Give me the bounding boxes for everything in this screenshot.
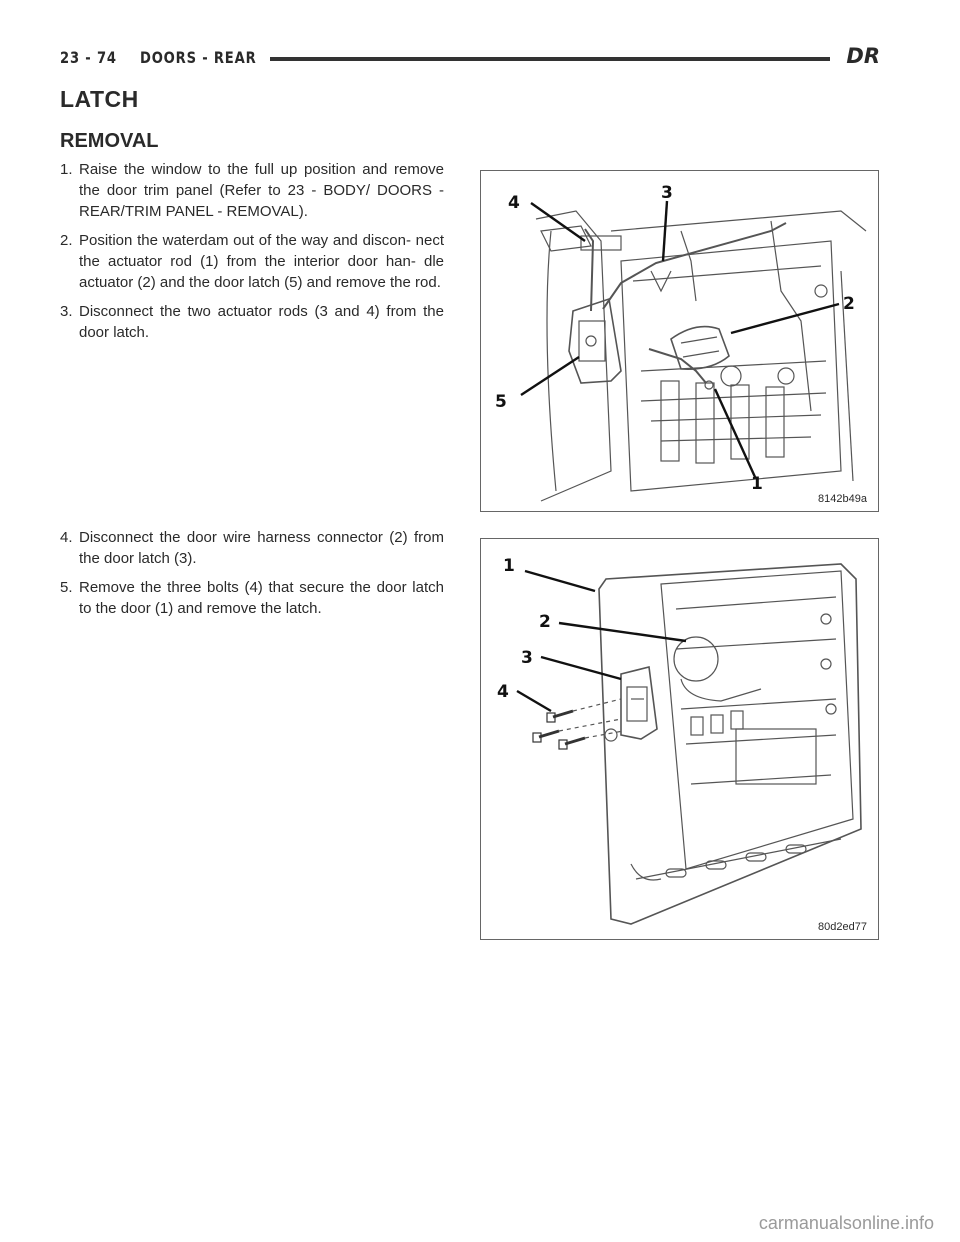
step-number: 1. (60, 161, 73, 178)
page-number: 23 - 74 (60, 48, 117, 67)
callout-2: 2 (843, 294, 855, 314)
figure-latch-rods-illustration (481, 171, 878, 511)
step-item (60, 230, 444, 293)
step-number: 2. (60, 232, 73, 249)
step-number: 4. (60, 529, 73, 546)
step-text: Disconnect the two actuator rods (3 and 4) from the door latch. (79, 303, 444, 341)
step-number: 5. (60, 579, 73, 596)
step-text: Remove the three bolts (4) that secure the door latch to the door (1) and remove the latch. (79, 579, 444, 617)
header-rule (270, 57, 830, 61)
step-text: Disconnect the door wire harness connector (2) from the door latch (3). (79, 529, 444, 567)
step-text: Raise the window to the full up position and remove the door trim panel (Refer to 23 - BODY/ DOORS - REAR/TRIM PANEL - REMOVAL). (79, 161, 444, 220)
steps-group-2 (60, 527, 444, 627)
page-header (60, 44, 880, 74)
step-item (60, 159, 444, 222)
callout-4: 4 (508, 193, 520, 213)
figure-latch-bolts-illustration (481, 539, 878, 939)
callout-4: 4 (497, 682, 509, 702)
figure-code: 8142b49a (818, 493, 867, 505)
callout-3: 3 (521, 648, 533, 668)
step-text: Position the waterdam out of the way and discon- nect the actuator rod (1) from the interior door han- dle actuator (2) and the door latch (5) and remove the rod. (79, 232, 444, 291)
callout-1: 1 (751, 474, 763, 494)
step-item (60, 301, 444, 343)
figure-latch-bolts (480, 538, 879, 940)
section-subtitle: REMOVAL (60, 130, 159, 152)
watermark: carmanualsonline.info (758, 1213, 934, 1233)
steps-group-1 (60, 159, 444, 351)
step-number: 3. (60, 303, 73, 320)
callout-3: 3 (661, 183, 673, 203)
figure-latch-rods (480, 170, 879, 512)
callout-1: 1 (503, 556, 515, 576)
callout-5: 5 (495, 392, 507, 412)
page-title: LATCH (60, 86, 139, 112)
model-code: DR (846, 44, 880, 68)
figure-code: 80d2ed77 (818, 921, 867, 933)
step-item (60, 577, 444, 619)
step-item (60, 527, 444, 569)
callout-2: 2 (539, 612, 551, 632)
section-title: DOORS - REAR (140, 48, 257, 67)
